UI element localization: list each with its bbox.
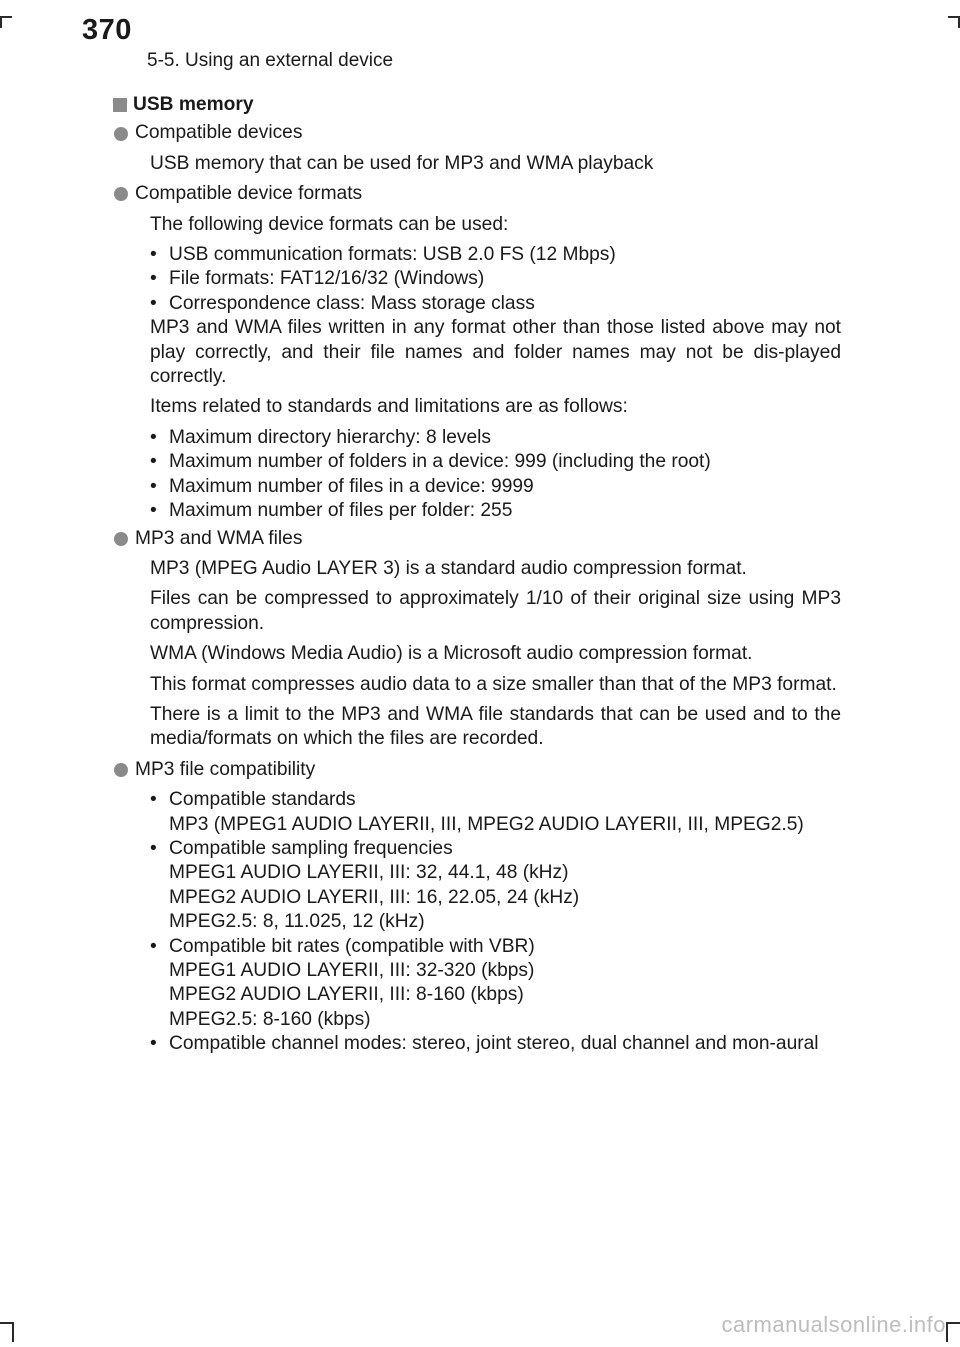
mp3-wma-paragraph: There is a limit to the MP3 and WMA file standards that can be used and to the media/formats on which the files are recorded.	[150, 703, 841, 750]
list-item: • Maximum number of folders in a device: 999 (including the root)	[150, 451, 711, 473]
crop-mark	[0, 16, 12, 18]
mp3-wma-paragraph: WMA (Windows Media Audio) is a Microsoft audio compression format.	[150, 643, 753, 665]
list-item: • Correspondence class: Mass storage class	[150, 292, 535, 314]
mp3-wma-paragraph: This format compresses audio data to a size smaller than that of the MP3 format.	[150, 673, 837, 695]
crop-mark	[948, 1322, 960, 1324]
crop-mark	[0, 1322, 12, 1324]
list-item: • USB communication formats: USB 2.0 FS (12 Mbps)	[150, 244, 616, 266]
item-heading	[113, 527, 841, 551]
crop-mark	[948, 16, 960, 18]
item-heading	[113, 121, 841, 145]
compatible-devices-text: USB memory that can be used for MP3 and WMA playback	[150, 152, 654, 174]
mp3-wma-paragraph: Files can be compressed to approximately 1/10 of their original size using MP3 compression.	[150, 588, 841, 634]
limits-intro: Items related to standards and limitations are as follows:	[150, 396, 628, 418]
device-formats-intro: The following device formats can be used:	[150, 213, 509, 235]
list-item: • Maximum number of files per folder: 255	[150, 500, 513, 522]
usb-memory-heading: USB memory	[133, 94, 254, 115]
circle-bullet-icon	[114, 187, 128, 201]
watermark-text: carmanualsonline.info	[721, 1312, 946, 1337]
list-item: • Maximum number of files in a device: 9999	[150, 475, 534, 497]
compatible-devices-heading: Compatible devices	[135, 122, 303, 144]
crop-mark	[12, 1322, 14, 1342]
list-item: • Compatible sampling frequencies	[150, 837, 453, 859]
circle-bullet-icon	[114, 127, 128, 141]
mp3-wma-paragraph: MP3 (MPEG Audio LAYER 3) is a standard audio compression format.	[150, 557, 747, 579]
page-content	[113, 93, 841, 1057]
circle-bullet-icon	[114, 763, 128, 777]
section-title: 5-5. Using an external device	[147, 50, 394, 71]
device-formats-note: MP3 and WMA files written in any format other than those listed above may not play correctly, and their file names and folder names may not be dis-played correctly.	[150, 317, 841, 388]
square-bullet-icon	[113, 98, 127, 112]
section-heading	[113, 93, 841, 117]
list-item: • File formats: FAT12/16/32 (Windows)	[150, 268, 485, 290]
compat-line: MPEG1 AUDIO LAYERII, III: 32, 44.1, 48 (kHz)	[169, 862, 569, 884]
circle-bullet-icon	[114, 532, 128, 546]
list-item: • Compatible standards	[150, 789, 356, 811]
compat-line: MP3 (MPEG1 AUDIO LAYERII, III, MPEG2 AUDIO LAYERII, III, MPEG2.5)	[169, 813, 804, 835]
list-item: • Maximum directory hierarchy: 8 levels	[150, 426, 492, 448]
compat-line: MPEG2.5: 8-160 (kbps)	[169, 1008, 371, 1030]
device-formats-heading: Compatible device formats	[135, 183, 363, 205]
list-item: • Compatible channel modes: stereo, joint stereo, dual channel and mon-aural	[150, 1033, 819, 1055]
item-heading	[113, 182, 841, 206]
compat-line: MPEG1 AUDIO LAYERII, III: 32-320 (kbps)	[169, 960, 535, 981]
item-heading	[113, 758, 841, 782]
list-item: • Compatible bit rates (compatible with VBR)	[150, 935, 535, 957]
mp3-wma-heading: MP3 and WMA files	[135, 527, 303, 549]
mp3-compat-heading: MP3 file compatibility	[135, 758, 316, 780]
compat-line: MPEG2.5: 8, 11.025, 12 (kHz)	[169, 911, 425, 933]
page-number: 370	[82, 14, 132, 46]
crop-mark	[946, 1322, 948, 1342]
compat-line: MPEG2 AUDIO LAYERII, III: 8-160 (kbps)	[169, 984, 524, 1006]
compat-line: MPEG2 AUDIO LAYERII, III: 16, 22.05, 24 (kHz)	[169, 886, 580, 908]
